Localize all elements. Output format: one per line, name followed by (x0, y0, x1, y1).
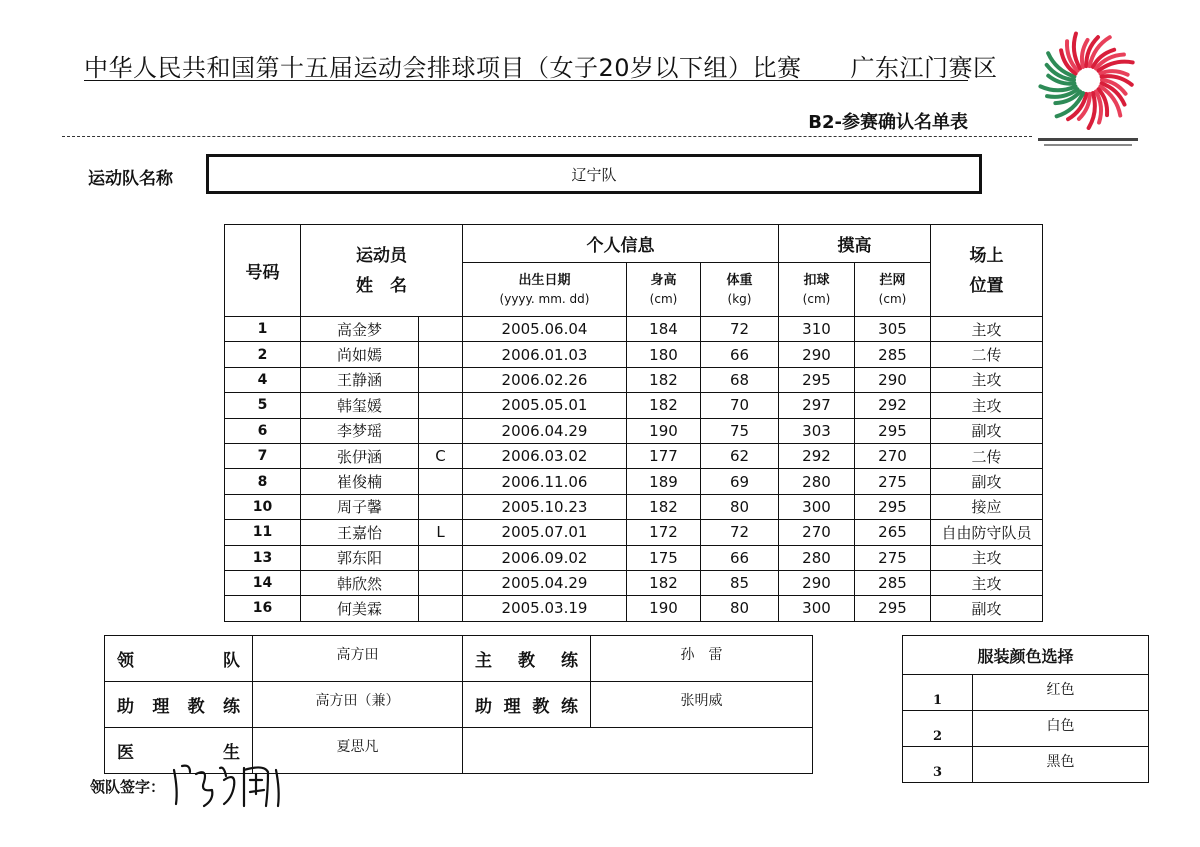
role-char: 助 (117, 697, 134, 717)
header-height-unit: (cm) (649, 291, 678, 306)
cell-name: 周子馨 (301, 494, 419, 519)
uniform-color-table (902, 635, 1149, 783)
header-athlete (301, 225, 463, 317)
cell-name: 高金梦 (301, 317, 419, 342)
dashed-divider (62, 136, 1032, 137)
cell-height: 175 (627, 545, 701, 570)
cell-position: 主攻 (931, 317, 1043, 342)
logo-ray (1040, 86, 1075, 90)
cell-number: 6 (225, 418, 301, 443)
list-item (903, 675, 1149, 711)
cell-spike: 295 (779, 367, 855, 392)
assistant-coach-value: 高方田（兼） (253, 682, 463, 728)
cell-birth: 2006.01.03 (463, 342, 627, 367)
role-char: 教 (187, 697, 205, 717)
role-char: 练 (560, 697, 578, 717)
cell-weight: 66 (701, 342, 779, 367)
cell-position: 主攻 (931, 367, 1043, 392)
cell-height: 182 (627, 570, 701, 595)
cell-number: 2 (225, 342, 301, 367)
cell-role-mark (419, 596, 463, 621)
cell-weight: 69 (701, 469, 779, 494)
head-coach-label (463, 636, 591, 682)
cell-position: 主攻 (931, 545, 1043, 570)
cell-name: 李梦瑶 (301, 418, 419, 443)
cell-role-mark (419, 570, 463, 595)
team-name-value: 辽宁队 (571, 165, 617, 184)
color-option-value: 白色 (973, 711, 1149, 747)
cell-position: 主攻 (931, 570, 1043, 595)
cell-weight: 85 (701, 570, 779, 595)
cell-spike: 290 (779, 570, 855, 595)
cell-height: 184 (627, 317, 701, 342)
cell-block: 285 (855, 570, 931, 595)
cell-birth: 2005.07.01 (463, 520, 627, 545)
cell-birth: 2005.04.29 (463, 570, 627, 595)
role-char: 练 (222, 697, 240, 717)
header-birth (463, 263, 627, 317)
assistant-coach-label (105, 682, 253, 728)
role-char: 理 (152, 697, 170, 717)
cell-height: 182 (627, 367, 701, 392)
table-row (225, 418, 1043, 443)
cell-block: 290 (855, 367, 931, 392)
cell-number: 4 (225, 367, 301, 392)
cell-birth: 2006.02.26 (463, 367, 627, 392)
cell-height: 189 (627, 469, 701, 494)
cell-name: 王嘉怡 (301, 520, 419, 545)
header-athlete-line2: 姓 名 (356, 275, 407, 296)
doctor-value: 夏思凡 (253, 728, 463, 774)
cell-height: 190 (627, 418, 701, 443)
header-spike-label: 扣球 (803, 272, 830, 288)
cell-spike: 270 (779, 520, 855, 545)
cell-spike: 292 (779, 443, 855, 468)
header-personal-info: 个人信息 (463, 225, 779, 263)
cell-role-mark (419, 469, 463, 494)
cell-birth: 2005.05.01 (463, 393, 627, 418)
cell-birth: 2005.03.19 (463, 596, 627, 621)
table-row (225, 317, 1043, 342)
cell-spike: 290 (779, 342, 855, 367)
color-option-value: 红色 (973, 675, 1149, 711)
leader-label (105, 636, 253, 682)
cell-spike: 303 (779, 418, 855, 443)
table-row (225, 545, 1043, 570)
role-char: 主 (475, 651, 492, 671)
cell-block: 285 (855, 342, 931, 367)
table-row (225, 596, 1043, 621)
cell-name: 崔俊楠 (301, 469, 419, 494)
cell-number: 11 (225, 520, 301, 545)
cell-role-mark (419, 393, 463, 418)
cell-position: 二传 (931, 342, 1043, 367)
header-height (627, 263, 701, 317)
role-char: 队 (223, 651, 240, 671)
roster-table (224, 224, 1043, 622)
cell-position: 副攻 (931, 596, 1043, 621)
cell-spike: 280 (779, 545, 855, 570)
header-block-label: 拦网 (879, 272, 906, 288)
color-option-value: 黑色 (973, 747, 1149, 783)
cell-position: 副攻 (931, 469, 1043, 494)
cell-number: 14 (225, 570, 301, 595)
header-spike (779, 263, 855, 317)
cell-number: 7 (225, 443, 301, 468)
header-number: 号码 (225, 225, 301, 317)
role-char: 医 (117, 743, 134, 763)
cell-weight: 70 (701, 393, 779, 418)
cell-block: 305 (855, 317, 931, 342)
cell-weight: 66 (701, 545, 779, 570)
cell-weight: 72 (701, 520, 779, 545)
title-underline (84, 80, 968, 81)
cell-height: 172 (627, 520, 701, 545)
cell-position: 接应 (931, 494, 1043, 519)
cell-number: 8 (225, 469, 301, 494)
assistant-coach-2-value: 张明威 (591, 682, 813, 728)
games-logo-icon (1036, 30, 1140, 146)
role-char: 理 (503, 697, 521, 717)
leader-signature-label: 领队签字： (90, 778, 166, 796)
head-coach-value: 孙 雷 (591, 636, 813, 682)
assistant-coach-2-label (463, 682, 591, 728)
leader-value: 高方田 (253, 636, 463, 682)
list-item (903, 711, 1149, 747)
cell-name: 张伊涵 (301, 443, 419, 468)
cell-spike: 300 (779, 494, 855, 519)
header-position-line2: 位置 (969, 275, 1004, 296)
cell-weight: 80 (701, 596, 779, 621)
header-weight-label: 体重 (726, 272, 753, 288)
cell-height: 177 (627, 443, 701, 468)
handwritten-signature (168, 760, 318, 810)
table-row (225, 570, 1043, 595)
cell-block: 275 (855, 469, 931, 494)
cell-birth: 2006.11.06 (463, 469, 627, 494)
staff-table (104, 635, 813, 774)
header-block-unit: (cm) (878, 291, 907, 306)
cell-height: 182 (627, 494, 701, 519)
cell-block: 292 (855, 393, 931, 418)
table-row (225, 443, 1043, 468)
cell-name: 郭东阳 (301, 545, 419, 570)
team-name-field (206, 154, 982, 194)
cell-block: 265 (855, 520, 931, 545)
cell-number: 5 (225, 393, 301, 418)
table-row (225, 367, 1043, 392)
header-position-line1: 场上 (969, 245, 1004, 266)
team-name-label: 运动队名称 (88, 169, 173, 189)
color-option-index: 3 (903, 747, 973, 783)
cell-role-mark: C (419, 443, 463, 468)
cell-name: 尚如嫣 (301, 342, 419, 367)
cell-role-mark (419, 418, 463, 443)
cell-weight: 68 (701, 367, 779, 392)
role-char: 助 (475, 697, 492, 717)
role-char: 练 (561, 651, 578, 671)
cell-spike: 280 (779, 469, 855, 494)
uniform-color-title: 服装颜色选择 (903, 636, 1149, 675)
logo-ray (1074, 34, 1080, 69)
cell-position: 二传 (931, 443, 1043, 468)
cell-weight: 80 (701, 494, 779, 519)
cell-height: 182 (627, 393, 701, 418)
header-birth-label: 出生日期 (518, 272, 571, 288)
table-row (225, 520, 1043, 545)
cell-birth: 2005.06.04 (463, 317, 627, 342)
header-birth-format: (yyyy. mm. dd) (499, 291, 590, 306)
color-option-index: 2 (903, 711, 973, 747)
cell-name: 韩欣然 (301, 570, 419, 595)
cell-spike: 310 (779, 317, 855, 342)
cell-spike: 300 (779, 596, 855, 621)
cell-height: 190 (627, 596, 701, 621)
cell-number: 16 (225, 596, 301, 621)
header-spike-unit: (cm) (802, 291, 831, 306)
cell-birth: 2005.10.23 (463, 494, 627, 519)
cell-weight: 72 (701, 317, 779, 342)
cell-block: 295 (855, 494, 931, 519)
header-reach: 摸高 (779, 225, 931, 263)
cell-name: 何美霖 (301, 596, 419, 621)
cell-block: 275 (855, 545, 931, 570)
cell-birth: 2006.04.29 (463, 418, 627, 443)
logo-ray (1100, 71, 1127, 75)
header-block (855, 263, 931, 317)
page-title: 中华人民共和国第十五届运动会排球项目（女子20岁以下组）比赛 广东江门赛区 (84, 54, 998, 82)
cell-weight: 62 (701, 443, 779, 468)
header-weight (701, 263, 779, 317)
cell-block: 270 (855, 443, 931, 468)
table-row (225, 393, 1043, 418)
table-row (225, 494, 1043, 519)
cell-role-mark (419, 367, 463, 392)
list-item (903, 747, 1149, 783)
empty-cell (463, 728, 813, 774)
color-option-index: 1 (903, 675, 973, 711)
cell-name: 韩玺媛 (301, 393, 419, 418)
header-height-label: 身高 (650, 272, 677, 288)
cell-block: 295 (855, 596, 931, 621)
cell-number: 1 (225, 317, 301, 342)
header-position (931, 225, 1043, 317)
cell-role-mark (419, 545, 463, 570)
form-title: B2-参赛确认名单表 (808, 112, 968, 133)
cell-position: 副攻 (931, 418, 1043, 443)
cell-number: 10 (225, 494, 301, 519)
cell-block: 295 (855, 418, 931, 443)
table-row (225, 469, 1043, 494)
cell-role-mark (419, 342, 463, 367)
role-char: 教 (532, 697, 550, 717)
table-row (225, 342, 1043, 367)
role-char: 领 (117, 651, 134, 671)
cell-position: 自由防守队员 (931, 520, 1043, 545)
role-char: 教 (518, 651, 535, 671)
cell-spike: 297 (779, 393, 855, 418)
cell-position: 主攻 (931, 393, 1043, 418)
header-athlete-line1: 运动员 (356, 245, 407, 266)
role-char: 生 (223, 743, 240, 763)
cell-height: 180 (627, 342, 701, 367)
cell-role-mark: L (419, 520, 463, 545)
header-weight-unit: (kg) (727, 291, 752, 306)
cell-role-mark (419, 317, 463, 342)
cell-birth: 2006.09.02 (463, 545, 627, 570)
cell-role-mark (419, 494, 463, 519)
logo-wordmark (1036, 135, 1140, 149)
cell-name: 王静涵 (301, 367, 419, 392)
cell-number: 13 (225, 545, 301, 570)
cell-birth: 2006.03.02 (463, 443, 627, 468)
cell-weight: 75 (701, 418, 779, 443)
